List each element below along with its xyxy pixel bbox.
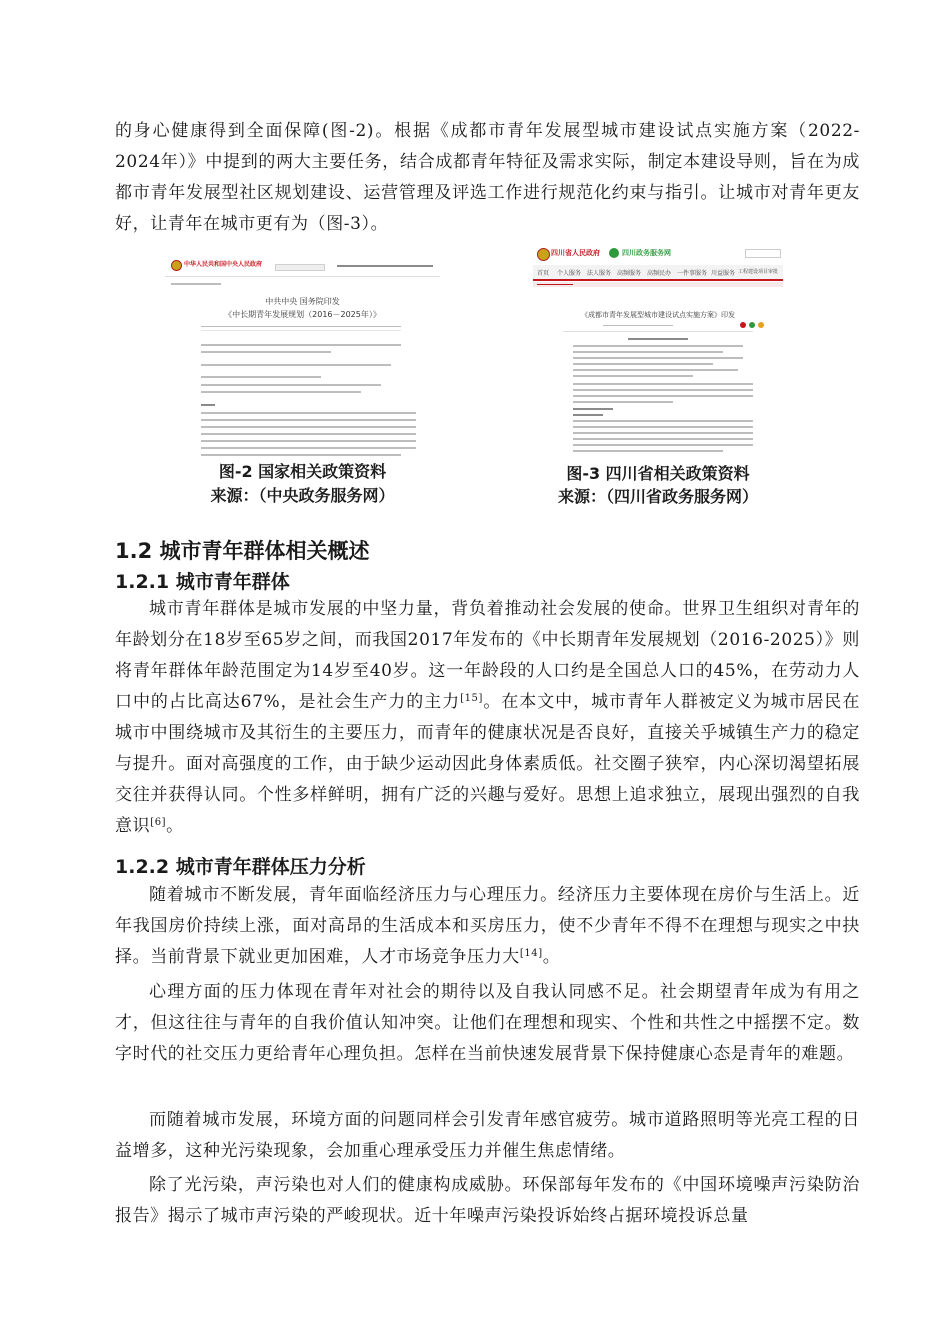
paragraph-light-pollution: 而随着城市发展，环境方面的问题同样会引发青年感官疲劳。城市道路照明等光亮工程的日益增多，这种光污染现象，会加重心理承受压力并催生焦虑情绪。 <box>115 1110 860 1161</box>
fig3-doc-title: 《成都市青年发展型城市建设试点实施方案》印发 <box>581 311 735 319</box>
paragraph-text: 。在本文中，城市青年人群被定义为城市居民在城市中围绕城市及其衍生的主要压力，而青年的健康状况是否良好，直接关乎城镇生产力的稳定与提升。面对高强度的工作，由于缺少运动因此身体素质低。社交圈子狭窄，内心深切渴望拓展交往并获得认同。个性多样鲜明，拥有广泛的兴趣与爱好。思想上追求独立，展现出强烈的自我意识 <box>115 692 860 836</box>
fig3-nav-item: 高频服务 <box>617 270 642 277</box>
figure-3-source-text: 来源：（四川省政务服务网） <box>557 487 758 506</box>
citation: [6] <box>150 817 167 828</box>
figure-2-source <box>125 485 480 507</box>
figure-2-caption <box>165 461 440 483</box>
section-heading-1-2: 1.2 城市青年群体相关概述 <box>115 539 370 563</box>
fig3-site-name-1: 四川省人民政府 <box>551 249 600 257</box>
subsection-heading-1-2-1: 1.2.1 城市青年群体 <box>115 571 290 593</box>
figure-2 <box>165 252 440 514</box>
figure-3-caption <box>533 463 783 485</box>
figure-2-caption-title: 图-2 国家相关政策资料 <box>218 462 387 481</box>
paragraph-economic-pressure <box>115 880 860 973</box>
paragraph-psychological-pressure: 心理方面的压力体现在青年对社会的期待以及自我认同感不足。社会期望青年成为有用之才，但这往往与青年的自我价值认知冲突。让他们在理想和现实、个性和共性之中摇摆不定。数字时代的社交压力更给青年心理负担。怎样在当前快速发展背景下保持健康心态是青年的难题。 <box>115 982 860 1064</box>
fig3-nav-bar <box>533 265 783 281</box>
figure-2-screenshot <box>165 252 440 457</box>
provincial-emblem-icon <box>537 248 550 261</box>
figure-3-screenshot <box>533 243 783 459</box>
fig3-nav-item: 个人服务 <box>557 270 582 277</box>
paragraph-text: 随着城市不断发展，青年面临经济压力与心理压力。经济压力主要体现在房价与生活上。近年我国房价持续上涨，面对高昂的生活成本和买房压力，使不少青年不得不在理想与现实之中抉择。当前背景下就业更加困难，人才市场竞争压力大 <box>115 885 860 967</box>
citation: [14] <box>519 948 543 959</box>
paragraph-text: 。 <box>166 816 184 836</box>
fig3-nav-item: 一件事服务 <box>677 270 708 277</box>
fig2-doc-title-2: 《中长期青年发展规划（2016－2025年）》 <box>224 310 381 319</box>
paragraph-noise-pollution: 除了光污染，声污染也对人们的健康构成威胁。环保部每年发布的《中国环境噪声污染防治报告》揭示了城市声污染的严峻现状。近十年噪声污染投诉始终占据环境投诉总量 <box>115 1175 860 1226</box>
paragraph-urban-youth <box>115 594 860 842</box>
fig2-doc-title-1: 中共中央 国务院印发 <box>265 297 340 306</box>
national-emblem-icon <box>171 260 182 271</box>
subsection-heading-1-2-2: 1.2.2 城市青年群体压力分析 <box>115 856 366 878</box>
fig3-site-name-2: 四川政务服务网 <box>622 249 671 257</box>
paragraph-text: 城市青年群体是城市发展的中坚力量，背负着推动社会发展的使命。世界卫生组织对青年的年龄划分在18岁至65岁之间，而我国2017年发布的《中长期青年发展规划（2016-2025）》则将青年群体年龄范围定为14岁至40岁。这一年龄段的人口约是全国总人口的45%，在劳动力人口中的占比高达67%，是社会生产力的主力 <box>115 599 860 712</box>
figure-2-source-text: 来源：（中央政务服务网） <box>210 486 395 505</box>
fig3-nav-item: 川益服务 <box>711 270 736 277</box>
fig3-nav-item: 高频民办 <box>647 270 672 277</box>
figure-3-source <box>503 486 813 508</box>
paragraph-text: 。 <box>542 947 561 967</box>
sichuan-service-logo-icon <box>609 248 619 258</box>
fig2-site-name: 中华人民共和国中央人民政府 <box>184 261 263 268</box>
fig3-nav-item: 工程建设项目审批 <box>738 269 779 275</box>
fig3-nav-item: 法人服务 <box>587 270 612 277</box>
figure-3 <box>533 243 783 515</box>
citation: [15] <box>460 693 484 704</box>
figure-3-caption-title: 图-3 四川省相关政策资料 <box>566 464 750 483</box>
fig3-nav-item: 首页 <box>537 270 550 277</box>
intro-paragraph: 的身心健康得到全面保障(图-2)。根据《成都市青年发展型城市建设试点实施方案（2022-2024年）》中提到的两大主要任务，结合成都青年特征及需求实际，制定本建设导则，旨在为成都市青年发展型社区规划建设、运营管理及评选工作进行规范化约束与指引。让城市对青年更友好，让青年在城市更有为（图-3）。 <box>115 121 860 234</box>
